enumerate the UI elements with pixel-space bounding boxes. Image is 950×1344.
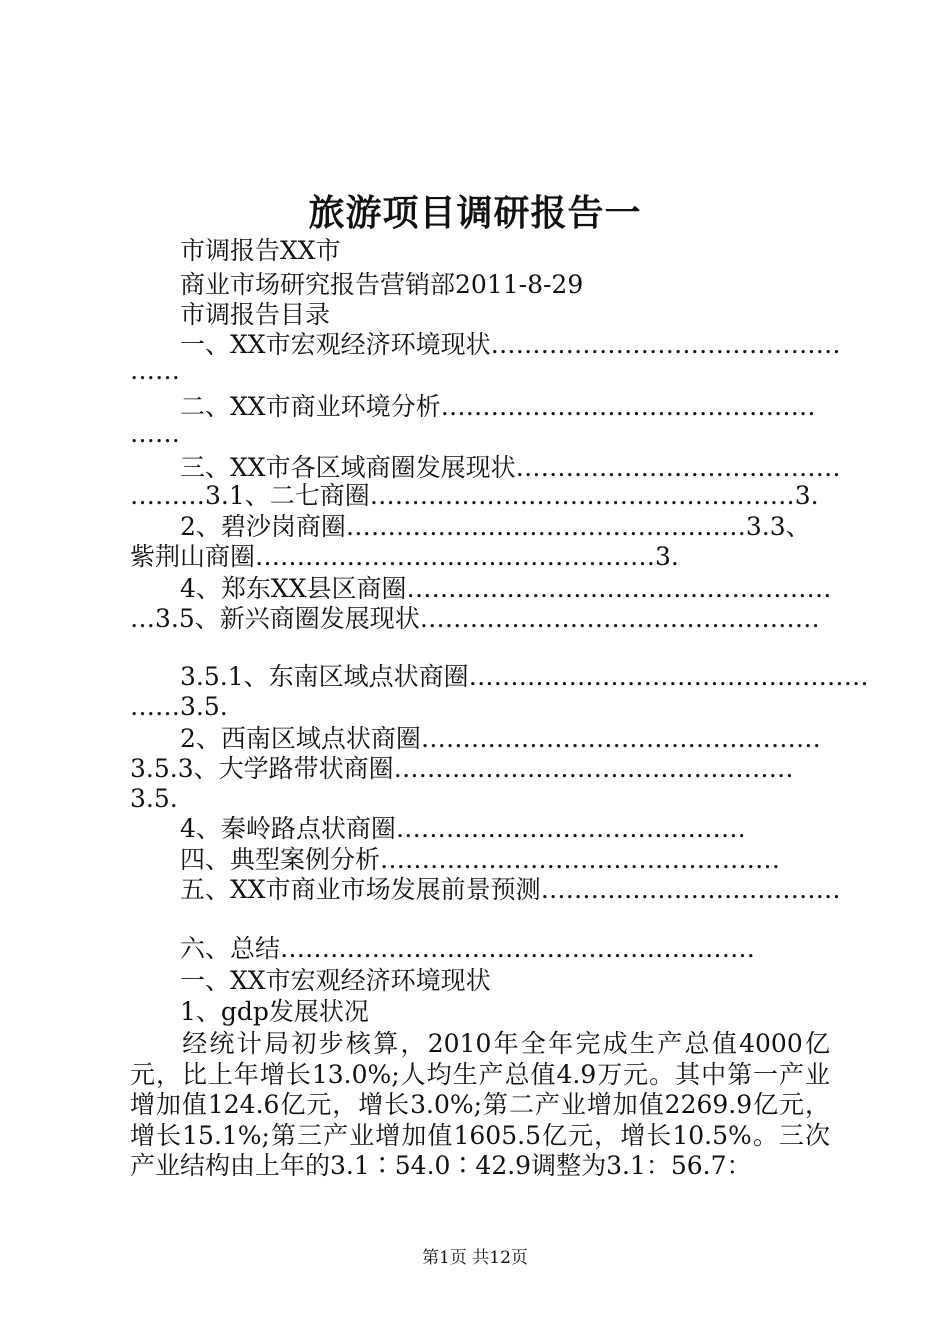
toc-entry: 二、XX市商业环境分析……………………………………… [180,392,816,421]
toc-entry: 六、总结………………………………………………… [180,934,756,963]
toc-entry: 4、秦岭路点状商圈…………………………………… [180,814,746,843]
toc-entry: 3.5. [130,784,178,813]
toc-entry: …… [130,356,180,385]
text-line: 市调报告XX市 [180,236,341,265]
toc-entry: 紫荆山商圈…………………………………………3. [130,542,679,571]
text-line: 市调报告目录 [180,300,331,329]
toc-entry: 三、XX市各区域商圈发展现状………………………………… [180,453,841,482]
toc-entry: 4、郑东XX县区商圈…………………………………………… [180,574,832,603]
toc-entry: 一、XX市宏观经济环境现状…………………………………… [180,330,841,359]
toc-entry: …3.5、新兴商圈发展现状………………………………………… [130,604,820,633]
body-paragraph-text: 经统计局初步核算，2010年全年完成生产总值4000亿元，比上年增长13.0%;人均生产总值4.9万元。其中第一产业增加值124.6亿元，增长3.0%;第二产业增加值2269.9亿元，增长15.1%;第三产业增加值1605.5亿元，增长10.5%。三次产业结构由上年的3.1∶54.0∶42.9调整为3.1：56.7： [130,1029,830,1181]
document-title: 旅游项目调研报告一 [308,193,642,234]
toc-entry: ………3.1、二七商圈……………………………………………3. [130,481,819,510]
text-line: 商业市场研究报告营销部2011-8-29 [180,270,584,299]
toc-entry: 五、XX市商业市场发展前景预测……………………………… [180,875,841,904]
toc-entry: ……3.5. [130,692,228,721]
toc-entry: 3.5.3、大学路带状商圈………………………………………… [130,754,794,783]
toc-entry: 3.5.1、东南区域点状商圈………………………………………… [180,662,869,691]
page-footer: 第1页 共12页 [422,1248,528,1268]
toc-entry: 四、典型案例分析………………………………………… [180,845,781,874]
body-paragraph [130,1029,830,1182]
toc-entry: 2、碧沙岗商圈…………………………………………3.3、 [180,512,811,541]
subsection-heading: 1、gdp发展状况 [180,997,369,1026]
toc-entry: 2、西南区域点状商圈………………………………………… [180,724,821,753]
section-heading: 一、XX市宏观经济环境现状 [180,966,491,995]
toc-entry: …… [130,419,180,448]
